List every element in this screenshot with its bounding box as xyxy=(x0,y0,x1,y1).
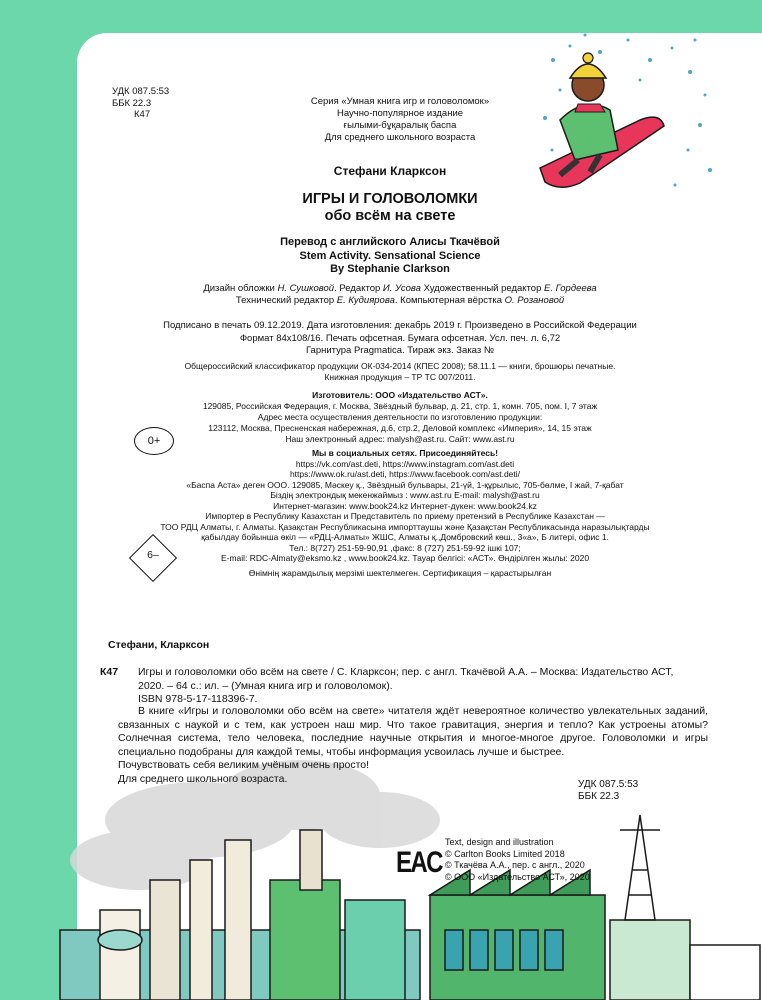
manufacturer-heading: Изготовитель: ООО «Издательство АСТ». xyxy=(312,390,488,400)
age-rating-circle: 0+ xyxy=(134,427,174,455)
social-line: https://vk.com/ast.deti, https://www.instagram.com/ast.deti xyxy=(295,458,515,469)
book-title: ИГРЫ И ГОЛОВОЛОМКИ xyxy=(302,191,478,207)
social-line: https://www.ok.ru/ast.deti, https://www.facebook.com/ast.deti/ xyxy=(289,469,521,479)
original-title-line: Stem Activity. Sensational Science xyxy=(299,249,481,262)
copyright-line: © Carlton Books Limited 2018 xyxy=(445,848,565,859)
book-subtitle: обо всём на свете xyxy=(324,208,456,224)
author-mark-line: К47 xyxy=(134,109,151,120)
bbk-line: ББК 22.3 xyxy=(578,790,620,802)
manufacturer-line: Наш электронный адрес: malysh@ast.ru. Сайт: www.ast.ru xyxy=(285,434,515,444)
age-diamond-label: 6– xyxy=(147,549,159,561)
okp-line: Книжная продукция – ТР ТС 007/2011. xyxy=(324,372,476,382)
original-author-line: By Stephanie Clarkson xyxy=(330,263,450,275)
footer-udk-block xyxy=(578,779,638,802)
biblio-description-block xyxy=(138,666,698,707)
okp-block xyxy=(120,361,680,383)
annotation-text: В книге «Игры и головоломки обо всём на свете» читателя ждёт невероятное количество увлекательных заданий, связанных с наукой и с тем, как устроен наш мир. Что такое гравитация, энергия и тепло? Как устроены атомы? Солнечная система, тело человека, последние научные открытия и многое-многое другое. Головоломки и игры специально подобраны для каждой темы, чтобы информация усвоилась лучше и быстрее. xyxy=(118,705,708,758)
copyright-block xyxy=(445,837,590,883)
print-line: Подписано в печать 09.12.2019. Дата изготовления: декабрь 2019 г. Произведено в Российской Федерации xyxy=(163,320,637,331)
biblio-isbn: ISBN 978-5-17-118396-7. xyxy=(138,693,258,705)
validity-note: Өнімнің жарамдылық мерзімі шектелмеген. Сертификация – қарастырылған xyxy=(248,568,552,578)
udk-block xyxy=(112,86,169,121)
social-line: ТОО РДЦ Алматы, г. Алматы. Қазақстан Республикасына импорттаушы және Қазақстан Республикасында наразылықтарды xyxy=(160,521,650,532)
social-line: Импортер в Республику Казахстан и Представитель по приему претензий в Республике Казахстан — xyxy=(205,511,605,521)
udk-line: УДК 087.5:53 xyxy=(578,779,639,790)
eac-mark-icon: EAC xyxy=(396,846,442,879)
annotation-block xyxy=(118,705,708,786)
social-line: «Баспа Аста» деген ООО. 129085, Мәскеу қ., Звёздный бульвары, 21-үй, 1-құрылыс, 705-бөлме, I жай, 7-қабат xyxy=(186,479,624,490)
copyright-line: Text, design and illustration xyxy=(445,837,554,847)
social-heading: Мы в социальных сетях. Присоединяйтесь! xyxy=(311,448,499,458)
series-line: Научно-популярное издание xyxy=(336,108,464,119)
social-line: қабылдау бойынша өкіл — «РДЦ-Алматы» ЖШС, Алматы қ.,Домбровский көш., 3«а», Б литері, офис 1. xyxy=(201,532,609,542)
series-block xyxy=(270,96,530,144)
print-line: Гарнитура Pragmatica. Тираж экз. Заказ № xyxy=(305,345,495,356)
udk-line: УДК 087.5:53 xyxy=(112,86,170,97)
copyright-line: © ООО «Издательство АСТ», 2020 xyxy=(445,871,590,882)
manufacturer-line: 123112, Москва, Пресненская набережная, д.6, стр.2, Деловой комплекс «Империя», 14, 15 этаж xyxy=(208,423,592,433)
girl-on-sled-illustration xyxy=(540,53,664,187)
book-author: Стефани Кларксон xyxy=(333,164,447,178)
social-line: Тел.: 8(727) 251-59-90,91 ,факс: 8 (727) 251-59-92 ішкі 107; xyxy=(289,542,521,553)
credits-line-2: Технический редактор Е. Кудиярова. Компьютерная вёрстка О. Розановой xyxy=(235,295,565,306)
social-line: Интернет-магазин: www.book24.kz Интернет-дүкен: www.book24.kz xyxy=(273,500,537,511)
social-line: E-mail: RDC-Almaty@eksmo.kz , www.book24.kz. Тауар белгісі: «АСТ». Өндірілген жылы: 2020 xyxy=(220,553,590,563)
series-line: Серия «Умная книга игр и головоломок» xyxy=(310,96,490,107)
print-info-block xyxy=(110,320,690,358)
series-line: ғылыми-бұқаралық баспа xyxy=(343,120,457,131)
okp-line: Общероссийский классификатор продукции ОК-034-2014 (КПЕС 2008); 58.11.1 — книги, брошюры печатные. xyxy=(184,361,616,371)
manufacturer-line: Адрес места осуществления деятельности по изготовлению продукции: xyxy=(257,412,543,422)
print-line: Формат 84х108/16. Печать офсетная. Бумага офсетная. Усл. печ. л. 6,72 xyxy=(239,332,561,344)
bbk-line: ББК 22.3 xyxy=(112,97,152,109)
credits-line-1: Дизайн обложки Н. Сушковой. Редактор И. Усова Художественный редактор Е. Гордеева xyxy=(203,283,597,294)
social-block xyxy=(110,448,700,564)
manufacturer-line: 129085, Российская Федерация, г. Москва, Звёздный бульвар, д. 21, стр. 1, комн. 705, пом. I, 7 этаж xyxy=(202,401,598,411)
manufacturer-block xyxy=(120,390,680,445)
biblio-description: Игры и головоломки обо всём на свете / С. Кларксон; пер. с англ. Ткачёвой А.А. – Москва: Издательство АСТ, 2020. – 64 с.: ил. – (Умная книга игр и головоломок). xyxy=(138,666,674,692)
annotation-tagline: Почувствовать себя великим учёным очень просто! xyxy=(118,759,370,771)
copyright-line: © Ткачёва А.А., пер. с англ., 2020 xyxy=(445,860,585,870)
biblio-author: Стефани, Кларксон xyxy=(108,639,210,651)
biblio-code: К47 xyxy=(100,666,119,678)
series-line: Для среднего школьного возраста xyxy=(324,132,476,143)
translation-block xyxy=(200,236,580,277)
translation-line: Перевод с английского Алисы Ткачёвой xyxy=(280,236,500,248)
annotation-audience: Для среднего школьного возраста. xyxy=(118,772,288,785)
credits-block xyxy=(110,283,690,307)
social-line: Біздің электрондық мекенжаймыз : www.ast.ru E-mail: malysh@ast.ru xyxy=(270,490,540,500)
